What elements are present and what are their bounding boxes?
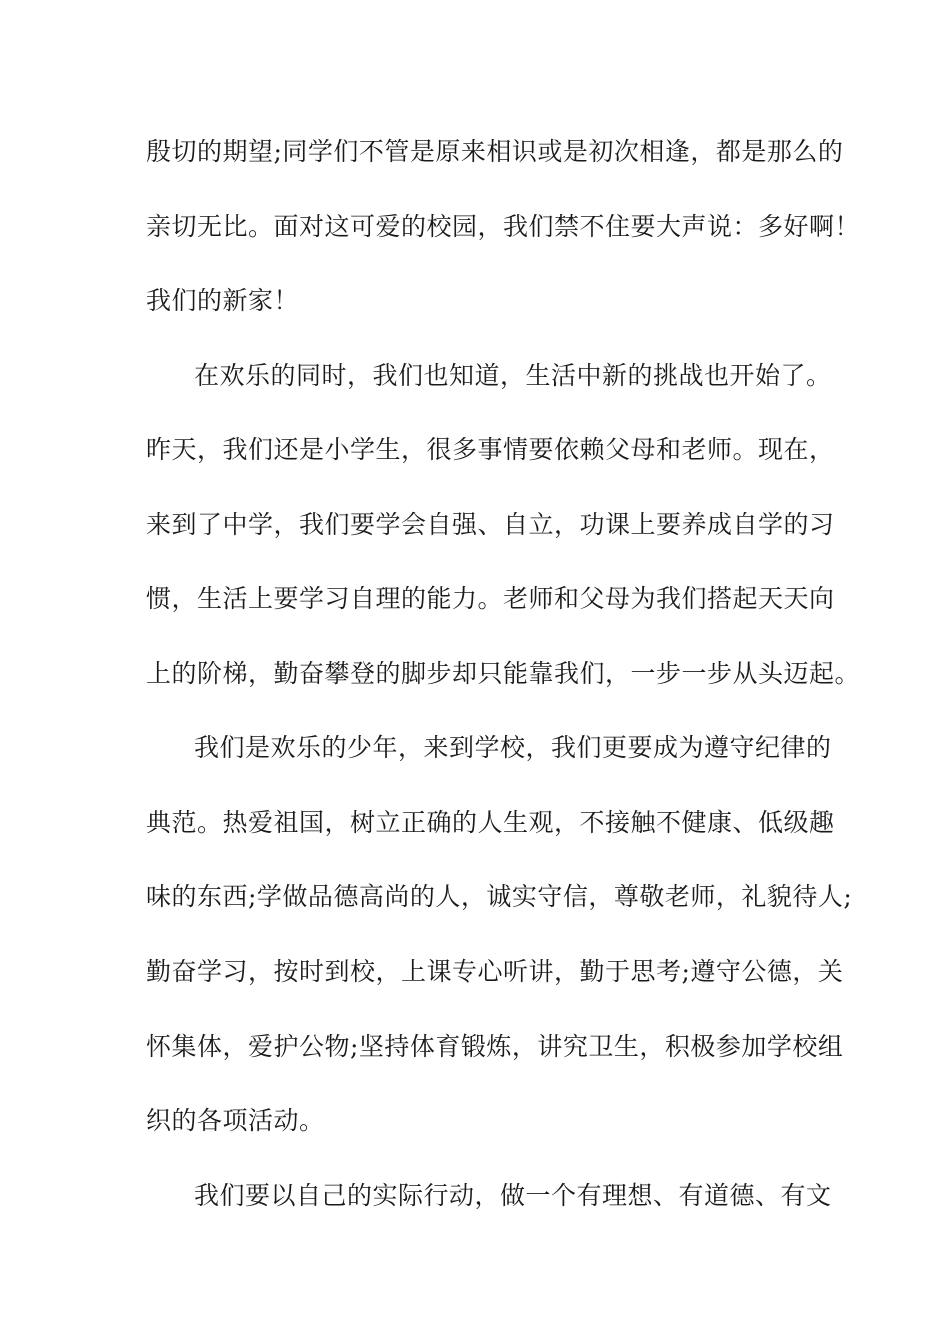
text-line: 勤奋学习，按时到校，上课专心听讲，勤于思考;遵守公德，关 xyxy=(146,957,844,986)
text-line: 来到了中学，我们要学会自强、自立，功课上要养成自学的习 xyxy=(146,510,835,539)
text-line: 殷切的期望;同学们不管是原来相识或是初次相逢，都是那么的 xyxy=(146,137,844,166)
paragraph-first-line: 我们要以自己的实际行动，做一个有理想、有道德、有文 xyxy=(194,1181,832,1210)
text-line: 典范。热爱祖国，树立正确的人生观，不接触不健康、低级趣 xyxy=(146,808,835,837)
text-line: 上的阶梯，勤奋攀登的脚步却只能靠我们，一步一步从头迈起。 xyxy=(146,659,861,688)
text-line: 味的东西;学做品德高尚的人，诚实守信，尊敬老师，礼貌待人; xyxy=(146,882,853,911)
text-line: 昨天，我们还是小学生，很多事情要依赖父母和老师。现在， xyxy=(146,435,835,464)
text-line: 我们的新家！ xyxy=(146,286,300,315)
text-line: 惯，生活上要学习自理的能力。老师和父母为我们搭起天天向 xyxy=(146,584,835,613)
paragraph-first-line: 在欢乐的同时，我们也知道，生活中新的挑战也开始了。 xyxy=(194,361,832,390)
text-line: 怀集体，爱护公物;坚持体育锻炼，讲究卫生，积极参加学校组 xyxy=(146,1032,844,1061)
text-line: 织的各项活动。 xyxy=(146,1106,325,1135)
text-line: 亲切无比。面对这可爱的校园，我们禁不住要大声说：多好啊！ xyxy=(146,212,861,241)
paragraph-first-line: 我们是欢乐的少年，来到学校，我们更要成为遵守纪律的 xyxy=(194,733,832,762)
